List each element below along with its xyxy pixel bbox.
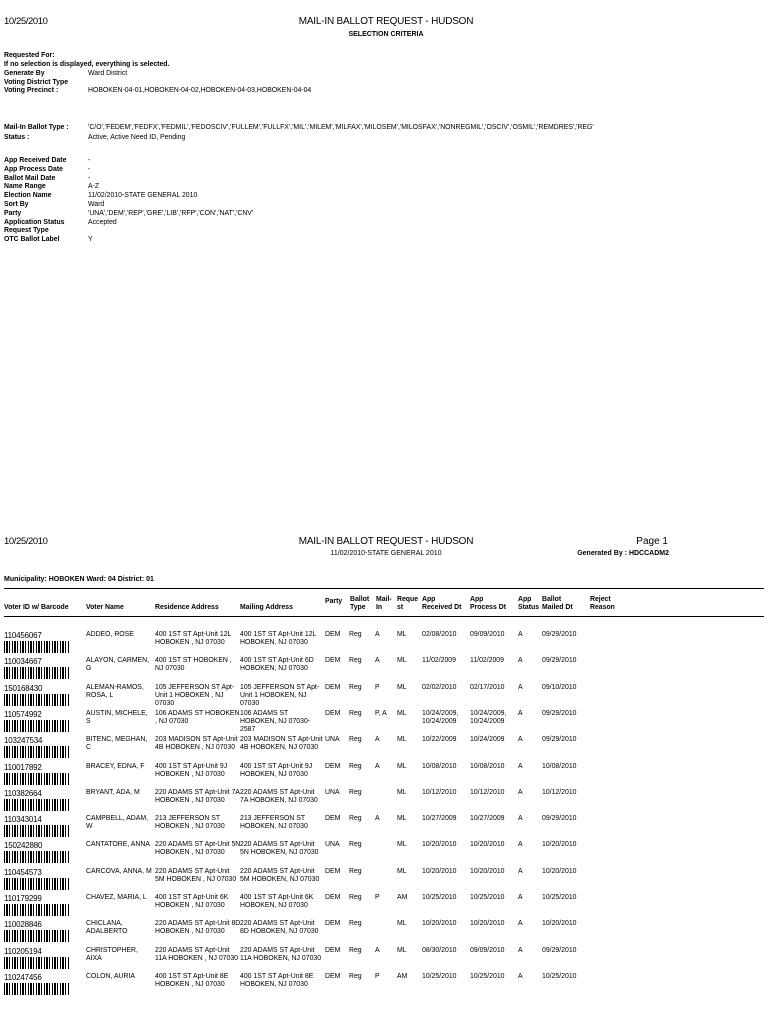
criteria-label: Voting Precinct : [4, 87, 59, 95]
ballot-mailed-date: 09/29/2010 [542, 815, 577, 823]
ballot-mailed-date: 09/29/2010 [542, 946, 577, 954]
criteria-label: Request Type [4, 227, 49, 235]
request: AM [397, 894, 408, 901]
residence-address: 106 ADAMS ST HOBOKEN , NJ 07030 [155, 709, 240, 725]
ballot-type: Reg [349, 631, 362, 638]
criteria-value: - [88, 157, 91, 164]
voter-id: 110034667 [4, 657, 42, 667]
table-row [0, 920, 768, 946]
divider-top [4, 588, 764, 589]
col-voter-name: Voter Name [86, 604, 124, 611]
barcode-image [4, 694, 70, 706]
voter-id: 110247456 [4, 972, 42, 982]
criteria-label: Voting District Type [4, 78, 69, 86]
residence-address: 220 ADAMS ST Apt-Unit 7A HOBOKEN , NJ 07030 [155, 788, 240, 804]
voter-id: 110028846 [4, 920, 42, 930]
app-process-date: 10/24/2009 [470, 736, 505, 744]
barcode-image [4, 983, 70, 995]
residence-address: 213 JEFFERSON ST HOBOKEN , NJ 07030 [155, 815, 225, 831]
criteria-value: Ward District [88, 70, 128, 77]
col-mailing: Mailing Address [240, 604, 293, 611]
mailing-address: 400 1ST ST Apt-Unit 12L HOBOKEN, NJ 07030 [240, 631, 317, 646]
table-row [0, 657, 768, 683]
request: ML [397, 946, 407, 954]
col-ballot-mailed: Ballot Mailed Dt [542, 596, 573, 612]
app-process-date: 10/27/2009 [470, 815, 505, 823]
ballot-mailed-date: 10/25/2010 [542, 894, 577, 901]
mailing-address: 400 1ST ST Apt-Unit 8E HOBOKEN, NJ 07030 [240, 972, 314, 988]
app-received-date: 08/30/2010 [422, 946, 457, 954]
mail-in: A [375, 762, 380, 770]
col-residence: Residence Address [155, 604, 219, 611]
barcode-image [4, 641, 70, 653]
app-received-date: 10/20/2010 [422, 920, 457, 928]
voter-name: AUSTIN, MICHELE, S [86, 709, 148, 725]
table-row [0, 763, 768, 789]
ballot-mailed-date: 10/20/2010 [542, 867, 577, 875]
col-app-process: App Process Dt [470, 596, 507, 612]
residence-address: 203 MADISON ST Apt-Unit 4B HOBOKEN , NJ 07030 [155, 736, 238, 752]
criteria-subtitle: SELECTION CRITERIA [348, 31, 424, 38]
app-received-date: 10/12/2010 [422, 788, 457, 796]
criteria-value: 11/02/2010-STATE GENERAL 2010 [88, 192, 198, 200]
barcode-image [4, 878, 70, 890]
barcode-image [4, 746, 70, 758]
voter-name: CHAVEZ, MARIA, L [86, 894, 147, 901]
criteria-value: Active, Active Need ID, Pending [88, 133, 186, 141]
mail-in: A [375, 815, 380, 823]
request: ML [397, 815, 407, 823]
criteria-value: Accepted [88, 218, 117, 226]
criteria-label: Generate By [4, 70, 45, 77]
party: DEM [325, 972, 341, 980]
app-process-date: 02/17/2010 [470, 683, 505, 691]
app-process-date: 09/09/2010 [470, 631, 505, 638]
voter-id: 110017892 [4, 762, 42, 772]
residence-address: 400 1ST ST Apt-Unit 8E HOBOKEN , NJ 07030 [155, 972, 229, 988]
app-process-date: 10/08/2010 [470, 762, 505, 770]
residence-address: 400 1ST ST HOBOKEN , NJ 07030 [155, 657, 232, 673]
request: ML [397, 736, 407, 744]
app-status: A [518, 972, 523, 980]
criteria-value: - [88, 165, 91, 173]
voter-name: BRYANT, ADA, M [86, 788, 140, 796]
request: ML [397, 631, 407, 638]
party: UNA [325, 736, 340, 744]
app-status: A [518, 894, 523, 901]
col-voter-id: Voter ID w/ Barcode [4, 604, 69, 611]
criteria-value: A-Z [88, 183, 100, 191]
criteria-title: MAIL-IN BALLOT REQUEST - HUDSON [298, 16, 474, 27]
criteria-label: Application Status [4, 218, 65, 226]
party: DEM [325, 762, 341, 770]
ballot-mailed-date: 10/08/2010 [542, 762, 577, 770]
barcode-image [4, 720, 70, 732]
request: ML [397, 709, 407, 717]
residence-address: 400 1ST ST Apt-Unit 9J HOBOKEN , NJ 07030 [155, 762, 228, 778]
ballot-type: Reg [349, 841, 362, 849]
mailing-address: 220 ADAMS ST Apt-Unit 5M HOBOKEN, NJ 07030 [240, 867, 320, 883]
criteria-label: Mail-In Ballot Type : [4, 124, 69, 131]
voter-name: ADDEO, ROSE [86, 631, 134, 638]
residence-address: 105 JEFFERSON ST Apt-Unit 1 HOBOKEN , NJ 07030 [155, 683, 235, 707]
app-status: A [518, 815, 523, 823]
app-received-date: 02/02/2010 [422, 683, 457, 691]
app-process-date: 10/24/2009, 10/24/2009 [470, 709, 507, 725]
voter-name: ALEMAN-RAMOS, ROSA, L [86, 683, 144, 699]
voter-name: BRACEY, EDNA, F [86, 762, 145, 770]
criteria-label: Ballot Mail Date [4, 174, 56, 182]
criteria-label: App Received Date [4, 157, 67, 164]
voter-id: 110574992 [4, 709, 42, 719]
barcode-image [4, 799, 70, 811]
mailing-address: 106 ADAMS ST HOBOKEN, NJ 07030-2587 [240, 709, 311, 733]
app-process-date: 11/02/2009 [470, 657, 504, 665]
app-received-date: 02/08/2010 [422, 631, 457, 638]
app-process-date: 10/25/2010 [470, 894, 505, 901]
table-row [0, 684, 768, 710]
app-received-date: 11/02/2009 [422, 657, 456, 665]
ballot-mailed-date: 10/25/2010 [542, 972, 577, 980]
request: ML [397, 762, 407, 770]
ballot-type: Reg [349, 867, 362, 875]
ballot-type: Reg [349, 972, 362, 980]
request: ML [397, 788, 407, 796]
mailing-address: 203 MADISON ST Apt-Unit 4B HOBOKEN, NJ 07030 [240, 736, 323, 752]
party: DEM [325, 709, 341, 717]
app-status: A [518, 946, 523, 954]
mail-in: A [375, 657, 380, 665]
ballot-type: Reg [349, 683, 362, 691]
table-row [0, 815, 768, 841]
mailing-address: 220 ADAMS ST Apt-Unit 7A HOBOKEN, NJ 07030 [240, 788, 318, 804]
criteria-label: Election Name [4, 192, 52, 200]
app-received-date: 10/20/2010 [422, 867, 457, 875]
report-date: 10/25/2010 [4, 536, 48, 547]
mail-in: A [375, 736, 380, 744]
ballot-mailed-date: 10/12/2010 [542, 788, 577, 796]
app-received-date: 10/20/2010 [422, 841, 457, 849]
table-row [0, 841, 768, 867]
table-row [0, 894, 768, 920]
app-status: A [518, 788, 523, 796]
table-row [0, 631, 768, 657]
app-received-date: 10/22/2009 [422, 736, 457, 744]
col-app-received: App Received Dt [422, 596, 462, 612]
ballot-type: Reg [349, 762, 362, 770]
party: DEM [325, 867, 341, 875]
criteria-value: Y [88, 236, 93, 244]
ballot-mailed-date: 09/29/2010 [542, 736, 577, 744]
voter-id: 110205194 [4, 946, 42, 956]
criteria-date: 10/25/2010 [4, 16, 48, 27]
party: UNA [325, 788, 340, 796]
app-status: A [518, 631, 523, 638]
col-party: Party [325, 598, 343, 605]
criteria-label: OTC Ballot Label [4, 236, 60, 244]
app-status: A [518, 841, 523, 849]
residence-address: 220 ADAMS ST Apt-Unit 8D HOBOKEN , NJ 07030 [155, 920, 241, 936]
party: DEM [325, 815, 341, 823]
col-mail-in: Mail- In [376, 596, 392, 612]
mail-in: A [375, 631, 380, 638]
app-received-date: 10/24/2009, 10/24/2009 [422, 709, 459, 725]
residence-address: 400 1ST ST Apt-Unit 6K HOBOKEN , NJ 07030 [155, 894, 229, 909]
table-row [0, 736, 768, 762]
criteria-value: - [88, 174, 91, 182]
municipality-heading: Municipality: HOBOKEN Ward: 04 District: 01 [4, 576, 154, 583]
app-status: A [518, 683, 523, 691]
ballot-type: Reg [349, 657, 362, 665]
mail-in: P [375, 894, 380, 901]
voter-name: COLON, AURIA [86, 972, 136, 980]
barcode-image [4, 957, 70, 969]
ballot-mailed-date: 09/29/2010 [542, 657, 577, 665]
request: AM [397, 972, 408, 980]
mailing-address: 400 1ST ST Apt-Unit 6K HOBOKEN, NJ 07030 [240, 894, 314, 909]
mailing-address: 213 JEFFERSON ST HOBOKEN, NJ 07030 [240, 815, 308, 831]
app-process-date: 10/20/2010 [470, 920, 505, 928]
mailing-address: 400 1ST ST Apt-Unit 6D HOBOKEN, NJ 07030 [240, 657, 314, 673]
party: DEM [325, 683, 341, 691]
divider-header [4, 616, 764, 617]
page-number: Page 1 [636, 536, 668, 547]
request: ML [397, 683, 407, 691]
party: UNA [325, 841, 340, 849]
mailing-address: 105 JEFFERSON ST Apt-Unit 1 HOBOKEN, NJ 07030 [240, 683, 320, 707]
table-row [0, 973, 768, 999]
ballot-type: Reg [349, 920, 362, 928]
app-process-date: 10/20/2010 [470, 867, 505, 875]
ballot-type: Reg [349, 815, 362, 823]
ballot-mailed-date: 09/29/2010 [542, 631, 577, 638]
voter-id: 103247534 [4, 736, 43, 746]
ballot-type: Reg [349, 946, 362, 954]
app-process-date: 10/12/2010 [470, 788, 505, 796]
ballot-mailed-date: 10/20/2010 [542, 841, 577, 849]
requested-for-label: Requested For: [4, 52, 55, 59]
criteria-label: Party [4, 209, 22, 217]
request: ML [397, 657, 407, 665]
report-election: 11/02/2010-STATE GENERAL 2010 [330, 550, 442, 557]
voter-name: CAMPBELL, ADAM, W [86, 815, 149, 831]
criteria-value: Ward [88, 201, 105, 208]
ballot-type: Reg [349, 788, 362, 796]
voter-id: 110343014 [4, 815, 42, 825]
app-status: A [518, 736, 523, 744]
residence-address: 220 ADAMS ST Apt-Unit 5M HOBOKEN , NJ 07030 [155, 867, 237, 883]
party: DEM [325, 920, 341, 928]
mail-in: A [375, 946, 380, 954]
voter-id: 110382664 [4, 788, 42, 798]
col-ballot-type: Ballot Type [350, 596, 370, 612]
voter-name: BITENC, MEGHAN, C [86, 736, 148, 752]
criteria-label: App Process Date [4, 165, 63, 173]
residence-address: 400 1ST ST Apt-Unit 12L HOBOKEN , NJ 07030 [155, 631, 232, 646]
residence-address: 220 ADAMS ST Apt-Unit 11A HOBOKEN , NJ 07030 [155, 946, 238, 962]
mailing-address: 400 1ST ST Apt-Unit 9J HOBOKEN, NJ 07030 [240, 762, 313, 778]
app-status: A [518, 867, 523, 875]
col-reject-reason: Reject Reason [590, 596, 615, 612]
criteria-value: HOBOKEN-04-01,HOBOKEN-04-02,HOBOKEN-04-03,HOBOKEN-04-04 [88, 87, 312, 95]
criteria-label: Status : [4, 133, 30, 141]
voter-id: 110454573 [4, 867, 42, 877]
app-process-date: 10/20/2010 [470, 841, 505, 849]
app-process-date: 09/09/2010 [470, 946, 505, 954]
request: ML [397, 920, 407, 928]
mailing-address: 220 ADAMS ST Apt-Unit 8D HOBOKEN, NJ 07030 [240, 920, 319, 936]
table-row [0, 710, 768, 736]
criteria-value: 'C/O','FEDEM','FEDFX','FEDMIL','FEDOSCIV','FULLEM','FULLFX','MIL','MILEM','MILFAX','MILOSEM','MILOSFAX','NONREGMIL','OSCIV','OSMIL','REMDRES','REG' [88, 124, 594, 131]
mailing-address: 220 ADAMS ST Apt-Unit 5N HOBOKEN, NJ 07030 [240, 841, 319, 857]
mail-in: P [375, 683, 380, 691]
table-row [0, 868, 768, 894]
table-row [0, 947, 768, 973]
party: DEM [325, 894, 341, 901]
criteria-label: Name Range [4, 183, 46, 191]
app-status: A [518, 762, 523, 770]
criteria-label: Sort By [4, 201, 29, 208]
table-row [0, 789, 768, 815]
ballot-mailed-date: 10/20/2010 [542, 920, 577, 928]
ballot-type: Reg [349, 894, 362, 901]
barcode-image [4, 773, 70, 785]
app-received-date: 10/08/2010 [422, 762, 457, 770]
app-process-date: 10/25/2010 [470, 972, 505, 980]
ballot-mailed-date: 09/29/2010 [542, 709, 577, 717]
app-status: A [518, 709, 523, 717]
mail-in: P [375, 972, 380, 980]
barcode-image [4, 851, 70, 863]
voter-name: CARCOVA, ANNA, M [86, 867, 152, 875]
voter-id: 150242880 [4, 841, 43, 851]
voter-name: CANTATORE, ANNA [86, 841, 150, 849]
app-received-date: 10/27/2009 [422, 815, 457, 823]
mailing-address: 220 ADAMS ST Apt-Unit 11A HOBOKEN, NJ 07030 [240, 946, 322, 962]
app-status: A [518, 920, 523, 928]
selection-note: If no selection is displayed, everything is selected. [4, 61, 170, 68]
voter-name: CHICLANA, ADALBERTO [86, 920, 128, 936]
party: DEM [325, 631, 341, 638]
voter-name: CHRISTOPHER, AIXA [86, 946, 138, 962]
barcode-image [4, 825, 70, 837]
col-app-status: App Status [518, 596, 540, 612]
criteria-value: 'UNA','DEM','REP','GRE','LIB','RFP','CON','NAT','CNV' [88, 209, 254, 217]
party: DEM [325, 946, 341, 954]
residence-address: 220 ADAMS ST Apt-Unit 5N HOBOKEN , NJ 07030 [155, 841, 241, 857]
barcode-image [4, 904, 70, 916]
party: DEM [325, 657, 341, 665]
voter-name: ALAYON, CARMEN, G [86, 657, 150, 673]
request: ML [397, 867, 407, 875]
col-request: Reque st [397, 596, 419, 612]
app-status: A [518, 657, 523, 665]
app-received-date: 10/25/2010 [422, 894, 457, 901]
request: ML [397, 841, 407, 849]
generated-by: Generated By : HDCCADM2 [577, 550, 669, 557]
voter-id: 150168430 [4, 683, 43, 693]
ballot-type: Reg [349, 709, 362, 717]
report-title: MAIL-IN BALLOT REQUEST - HUDSON [298, 536, 474, 547]
app-received-date: 10/25/2010 [422, 972, 457, 980]
mail-in: P, A [375, 709, 387, 717]
voter-id: 110179299 [4, 894, 42, 903]
barcode-image [4, 667, 70, 679]
ballot-type: Reg [349, 736, 362, 744]
ballot-mailed-date: 09/10/2010 [542, 683, 577, 691]
barcode-image [4, 930, 70, 942]
voter-id: 110456067 [4, 631, 42, 640]
